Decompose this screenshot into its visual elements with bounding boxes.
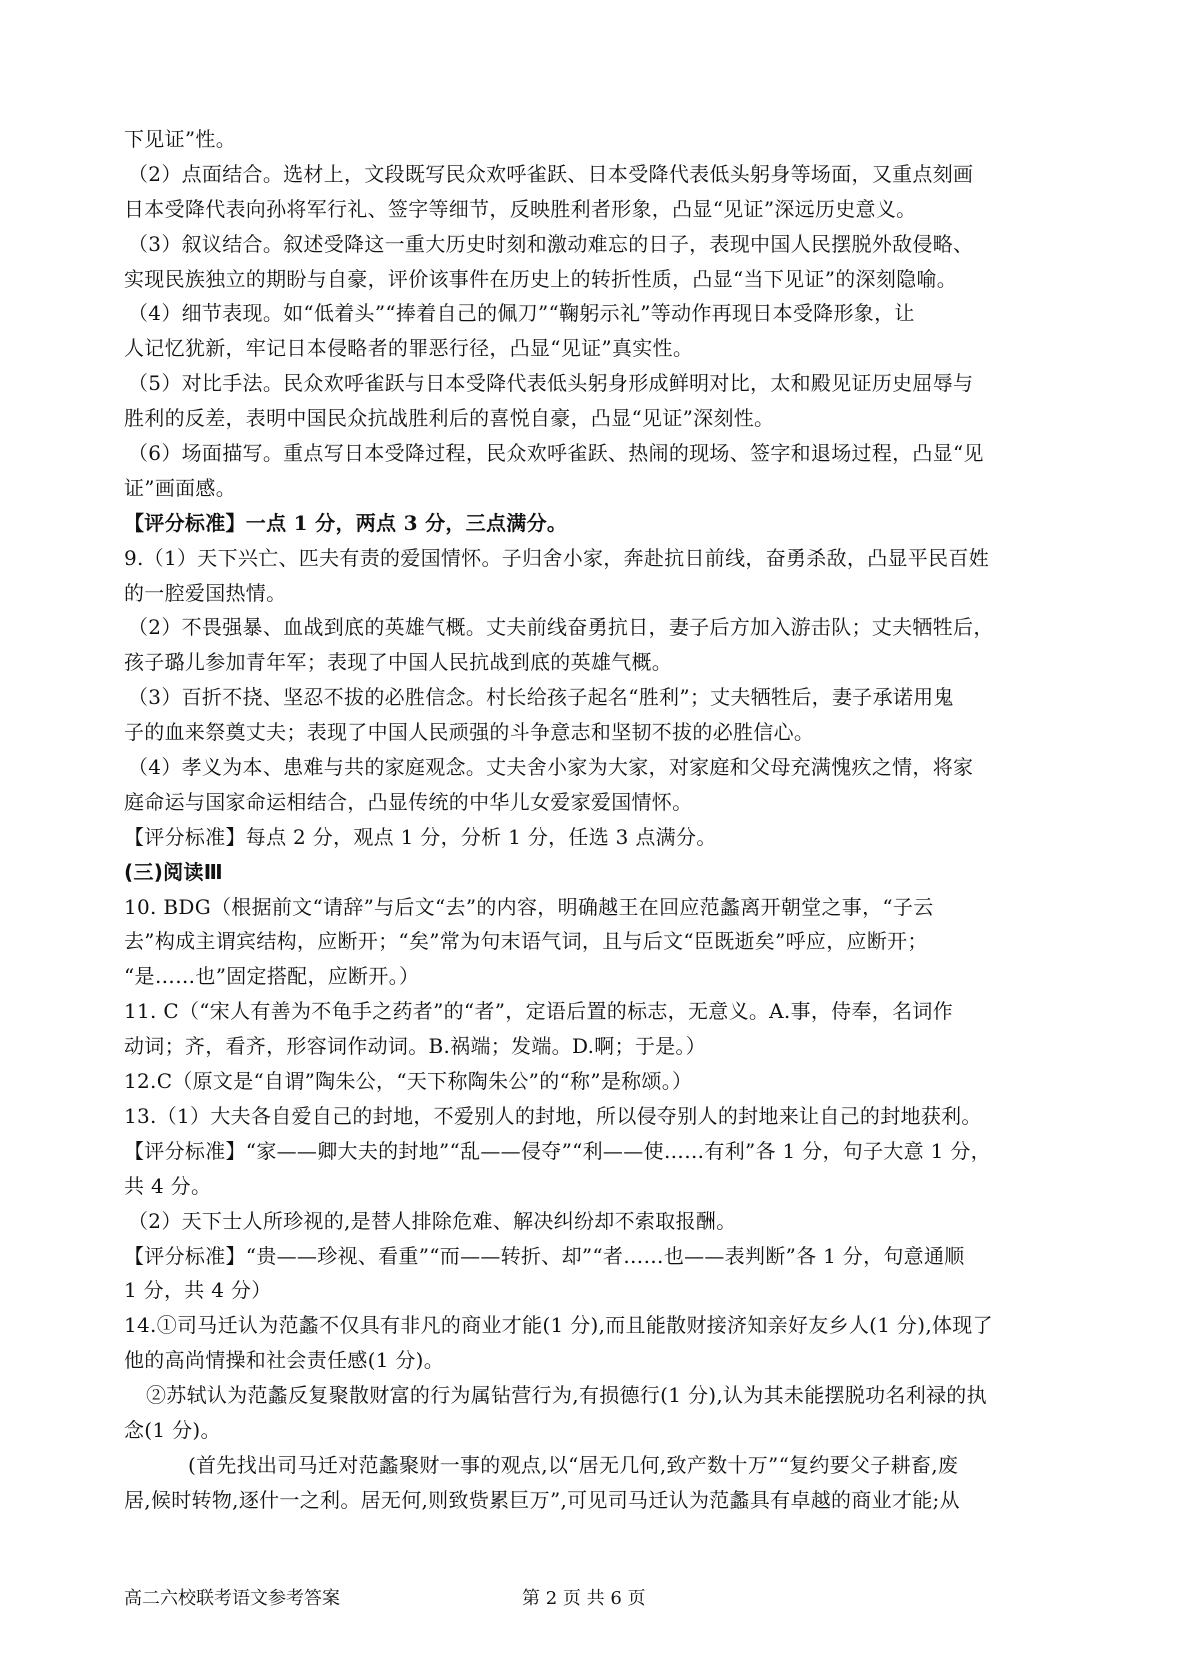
text-line: （4）细节表现。如“低着头”“捧着自己的佩刀”“鞠躬示礼”等动作再现日本受降形象，让 [128, 301, 915, 326]
answer-content [124, 122, 1082, 1518]
text-line: 胜利的反差，表明中国民众抗战胜利后的喜悦自豪，凸显“见证”深刻性。 [124, 406, 775, 431]
scoring-criteria: 【评分标准】每点 2 分，观点 1 分，分析 1 分，任选 3 点满分。 [124, 824, 717, 849]
text-line: 动词；齐，看齐，形容词作动词。B.祸端；发端。D.啊；于是。） [124, 1034, 707, 1059]
scoring-criteria: 【评分标准】“贵——珍视、看重”“而——转折、却”“者……也——表判断”各 1 分，句意通顺 [124, 1243, 965, 1268]
text-line: （5）对比手法。民众欢呼雀跃与日本受降代表低头躬身形成鲜明对比，太和殿见证历史屈辱与 [128, 371, 974, 396]
question-13: 13.（1）大夫各自爱自己的封地，不爱别人的封地，所以侵夺别人的封地来让自己的封地获利。 [124, 1103, 982, 1128]
text-line: 子的血来祭奠丈夫；表现了中国人民顽强的斗争意志和坚韧不拔的必胜信心。 [124, 720, 815, 745]
text-line: (首先找出司马迁对范蠡聚财一事的观点,以“居无几何,致产数十万”“复约要父子耕畜,废 [188, 1452, 959, 1477]
text-line: 庭命运与国家命运相结合，凸显传统的中华儿女爱家爱国情怀。 [124, 789, 693, 814]
question-11: 11. C（“宋人有善为不龟手之药者”的“者”，定语后置的标志，无意义。A.事，侍奉，名词作 [124, 999, 953, 1024]
scoring-criteria: 【评分标准】“家——卿大夫的封地”“乱——侵夺”“利——使……有利”各 1 分，句子大意 1 分， [124, 1138, 991, 1163]
question-12: 12.C（原文是“自谓”陶朱公，“天下称陶朱公”的“称”是称颂。） [124, 1069, 693, 1094]
text-line: 共 4 分。 [124, 1173, 212, 1198]
scoring-criteria: 【评分标准】一点 1 分，两点 3 分，三点满分。 [124, 510, 568, 535]
text-line: （4）孝义为本、患难与共的家庭观念。丈夫舍小家为大家，对家庭和父母充满愧疚之情，将家 [128, 755, 974, 780]
text-line: 人记忆犹新，牢记日本侵略者的罪恶行径，凸显“见证”真实性。 [124, 336, 694, 361]
question-14: 14.①司马迁认为范蠡不仅具有非凡的商业才能(1 分),而且能散财接济知亲好友乡人(1 分),体现了 [124, 1313, 993, 1338]
text-line: 1 分，共 4 分） [124, 1278, 272, 1303]
text-line: “是……也”固定搭配，应断开。） [124, 964, 420, 989]
text-line: （3）叙议结合。叙述受降这一重大历史时刻和激动难忘的日子，表现中国人民摆脱外敌侵略、 [128, 231, 974, 256]
text-line: 实现民族独立的期盼与自豪，评价该事件在历史上的转折性质，凸显“当下见证”的深刻隐喻。 [124, 266, 958, 291]
page-footer [124, 1584, 1082, 1614]
text-line: 去”构成主谓宾结构，应断开；“矣”常为句末语气词，且与后文“臣既逝矣”呼应，应断开； [124, 929, 928, 954]
text-line: 下见证”性。 [124, 127, 237, 151]
text-line: （2）不畏强暴、血战到底的英雄气概。丈夫前线奋勇抗日，妻子后方加入游击队；丈夫牺牲后， [128, 615, 994, 640]
page-number: 第 2 页 共 6 页 [522, 1588, 646, 1609]
text-line: 居,候时转物,逐什一之利。居无何,则致赀累巨万”,可见司马迁认为范蠡具有卓越的商业才能;从 [124, 1487, 960, 1512]
text-line: （2）天下士人所珍视的,是替人排除危难、解决纠纷却不索取报酬。 [128, 1208, 737, 1233]
document-title: 高二六校联考语文参考答案 [124, 1588, 340, 1609]
section-heading: (三)阅读Ⅲ [124, 859, 223, 884]
question-10: 10. BDG（根据前文“请辞”与后文“去”的内容，明确越王在回应范蠡离开朝堂之事，“子云 [124, 894, 934, 919]
text-line: ②苏轼认为范蠡反复聚散财富的行为属钻营行为,有损德行(1 分),认为其未能摆脱功名利禄的执 [146, 1383, 987, 1408]
text-line: 证”画面感。 [124, 475, 237, 500]
text-line: （2）点面结合。选材上，文段既写民众欢呼雀跃、日本受降代表低头躬身等场面，又重点刻画 [128, 161, 974, 186]
text-line: 孩子璐儿参加青年军；表现了中国人民抗战到底的英雄气概。 [124, 650, 673, 675]
text-line: （3）百折不挠、坚忍不拔的必胜信念。村长给孩子起名“胜利”；丈夫牺牲后，妻子承诺用鬼 [128, 685, 954, 710]
question-9: 9.（1）天下兴亡、匹夫有责的爱国情怀。子归舍小家，奔赴抗日前线，奋勇杀敌，凸显平民百姓 [124, 545, 990, 570]
text-line: 的一腔爱国热情。 [124, 580, 287, 605]
text-line: 他的高尚情操和社会责任感(1 分)。 [124, 1348, 445, 1373]
text-line: 念(1 分)。 [124, 1417, 221, 1442]
text-line: 日本受降代表向孙将军行礼、签字等细节，反映胜利者形象，凸显“见证”深远历史意义。 [124, 196, 917, 221]
text-line: （6）场面描写。重点写日本受降过程，民众欢呼雀跃、热闹的现场、签字和退场过程，凸显“见 [128, 441, 984, 466]
